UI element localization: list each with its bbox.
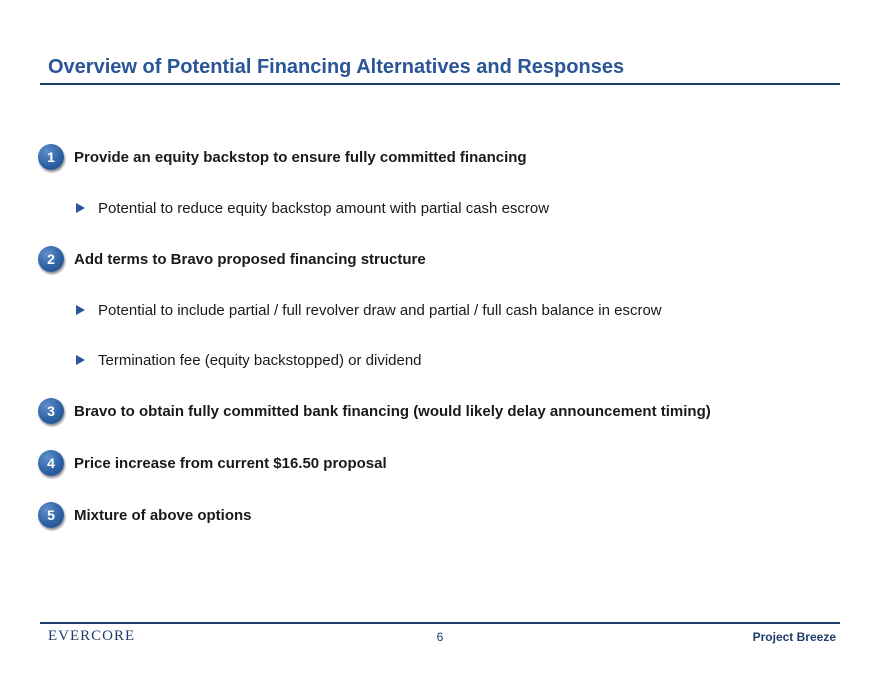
- page-number: 6: [436, 630, 444, 644]
- list-item-2: [38, 246, 426, 272]
- number-badge-2: 2: [38, 246, 64, 272]
- sub-item-2-2: [76, 350, 422, 370]
- list-item-label: Add terms to Bravo proposed financing structure: [74, 250, 426, 268]
- page-title: Overview of Potential Financing Alternatives and Responses: [48, 56, 625, 78]
- number-badge-4: 4: [38, 450, 64, 476]
- project-name: Project Breeze: [752, 630, 836, 644]
- evercore-logo: EVERCORE: [48, 628, 136, 644]
- sub-item-label: Termination fee (equity backstopped) or dividend: [98, 351, 422, 369]
- number-badge-3: 3: [38, 398, 64, 424]
- footer-divider: [40, 622, 840, 624]
- sub-item-1-1: [76, 198, 549, 218]
- triangle-bullet-icon: [76, 355, 85, 365]
- list-item-5: [38, 502, 252, 528]
- triangle-bullet-icon: [76, 305, 85, 315]
- list-item-4: [38, 450, 387, 476]
- title-divider: [40, 83, 840, 85]
- triangle-bullet-icon: [76, 203, 85, 213]
- list-item-label: Price increase from current $16.50 proposal: [74, 454, 387, 472]
- list-item-label: Bravo to obtain fully committed bank financing (would likely delay announcement timing): [74, 402, 711, 420]
- list-item-3: [38, 398, 711, 424]
- sub-item-label: Potential to reduce equity backstop amount with partial cash escrow: [98, 199, 550, 217]
- list-item-label: Provide an equity backstop to ensure fully committed financing: [74, 148, 527, 166]
- list-item-1: [38, 144, 527, 170]
- list-item-label: Mixture of above options: [74, 506, 252, 524]
- sub-item-2-1: [76, 300, 662, 320]
- number-badge-1: 1: [38, 144, 64, 170]
- number-badge-5: 5: [38, 502, 64, 528]
- sub-item-label: Potential to include partial / full revolver draw and partial / full cash balance in escrow: [98, 301, 662, 319]
